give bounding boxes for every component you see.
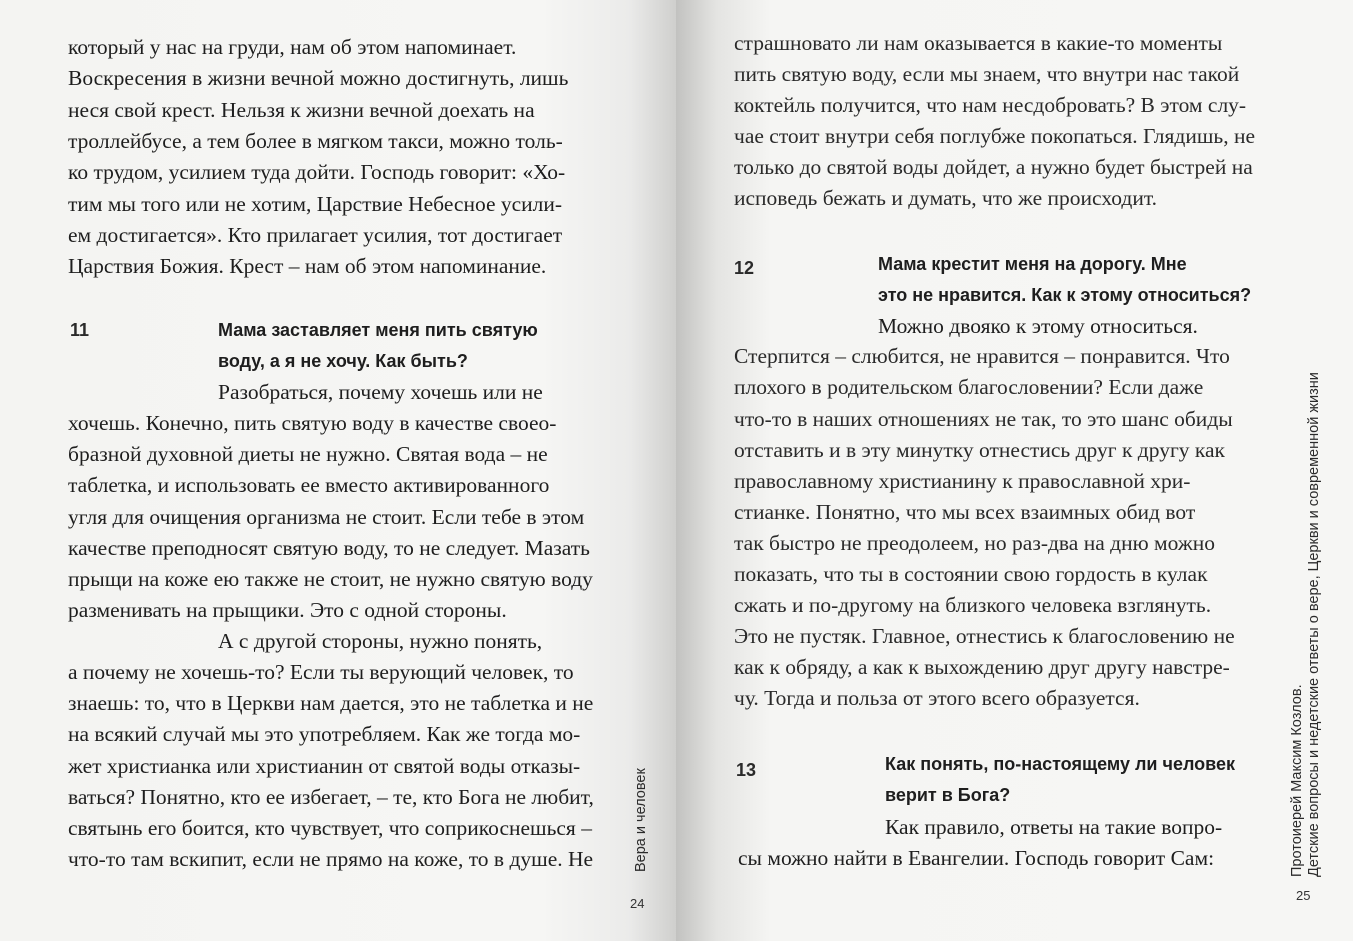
text-line: Стерпится – слюбится, не нравится – понравится. Что [734,344,1230,368]
text-line: А с другой стороны, нужно понять, [218,629,543,653]
text-line: только до святой воды дойдет, а нужно будет быстрей на [734,155,1253,179]
text-line: страшновато ли нам оказывается в какие-то моменты [734,31,1223,55]
question-heading: это не нравится. Как к этому относиться? [878,285,1252,305]
question-heading: Мама крестит меня на дорогу. Мне [878,254,1187,274]
text-line: православному христианину к православной хри- [734,469,1191,493]
text-line: разменивать на прыщики. Это с одной стороны. [68,598,507,622]
text-line: который у нас на груди, нам об этом напоминает. [68,35,517,59]
text-line: коктейль получится, что нам несдобровать? В этом слу- [734,93,1247,117]
text-line: ко трудом, усилием туда дойти. Господь говорит: «Хо- [68,160,566,184]
text-line: тим мы того или не хотим, Царствие Небесное усили- [68,192,563,216]
text-line: что-то там вскипит, если не прямо на коже, то в душе. Не [68,847,594,871]
text-line: Можно двояко к этому относиться. [878,314,1198,338]
text-line: сы можно найти в Евангелии. Господь говорит Сам: [738,846,1215,870]
text-line: на всякий случай мы это употребляем. Как же тогда мо- [68,722,581,746]
page-number: 25 [1296,888,1311,903]
text-line: неся свой крест. Нельзя к жизни вечной доехать на [68,98,535,122]
text-line: как к обряду, а как к выхождению друг другу навстре- [734,655,1230,679]
text-line: угля для очищения организма не стоит. Если тебе в этом [68,505,585,529]
text-line: пить святую воду, если мы знаем, что внутри нас такой [734,62,1240,86]
text-line: показать, что ты в состоянии свою гордость в кулак [734,562,1208,586]
text-line: стианке. Понятно, что мы всех взаимных обид вот [734,500,1196,524]
question-heading: Как понять, по-настоящему ли человек [885,754,1235,774]
text-line: хочешь. Конечно, пить святую воду в качестве своео- [68,411,557,435]
running-head-author: Протоиерей Максим Козлов. [1289,684,1305,877]
text-line: чу. Тогда и польза от этого всего образуется. [734,686,1140,710]
text-line: исповедь бежать и думать, что же происходит. [734,186,1157,210]
section-number: 13 [736,760,757,780]
running-head: Вера и человек [633,768,649,872]
question-heading: верит в Бога? [885,785,1011,805]
text-line: а почему не хочешь-то? Если ты верующий человек, то [68,660,574,684]
text-line: прыщи на коже ею также не стоит, не нужно святую воду [68,567,593,591]
question-heading: воду, а я не хочу. Как быть? [218,351,468,371]
question-heading: Мама заставляет меня пить святую [218,320,538,340]
text-line: сжать и по-другому на близкого человека взглянуть. [734,593,1212,617]
section-number: 11 [70,320,90,340]
text-line: ем достигается». Кто прилагает усилия, тот достигает [68,223,563,247]
text-line: качестве преподносят святую воду, то не следует. Мазать [68,536,590,560]
text-line: Разобраться, почему хочешь или не [218,380,543,404]
text-line: жет христианка или христианин от святой воды отказы- [68,754,581,778]
page-number: 24 [630,896,645,911]
text-line: чае стоит внутри себя поглубже покопаться. Глядишь, не [734,124,1256,148]
text-line: Воскресения в жизни вечной можно достигнуть, лишь [68,66,569,90]
section-number: 12 [734,258,755,278]
text-line: отставить и в эту минутку отнестись друг к другу как [734,438,1225,462]
text-line: Это не пустяк. Главное, отнестись к благословению не [734,624,1235,648]
text-line: троллейбусе, а тем более в мягком такси, можно толь- [68,129,563,153]
right-page [676,0,1353,941]
text-line: что-то в наших отношениях не так, то это шанс обиды [734,407,1233,431]
running-head-title: Детские вопросы и недетские ответы о вере, Церкви и современной жизни [1306,372,1322,877]
text-line: ваться? Понятно, кто ее избегает, – те, кто Бога не любит, [68,785,594,809]
text-line: так быстро не преодолеем, но раз-два на дню можно [734,531,1215,555]
text-line: плохого в родительском благословении? Если даже [734,375,1204,399]
text-line: бразной духовной диеты не нужно. Святая вода – не [68,442,548,466]
left-page [0,0,676,941]
text-line: знаешь: то, что в Церкви нам дается, это не таблетка и не [68,691,594,715]
text-line: святынь его боится, кто чувствует, что соприкоснешься – [68,816,592,840]
text-line: таблетка, и использовать ее вместо активированного [68,473,550,497]
text-line: Как правило, ответы на такие вопро- [885,815,1223,839]
text-line: Царствия Божия. Крест – нам об этом напоминание. [68,254,547,278]
